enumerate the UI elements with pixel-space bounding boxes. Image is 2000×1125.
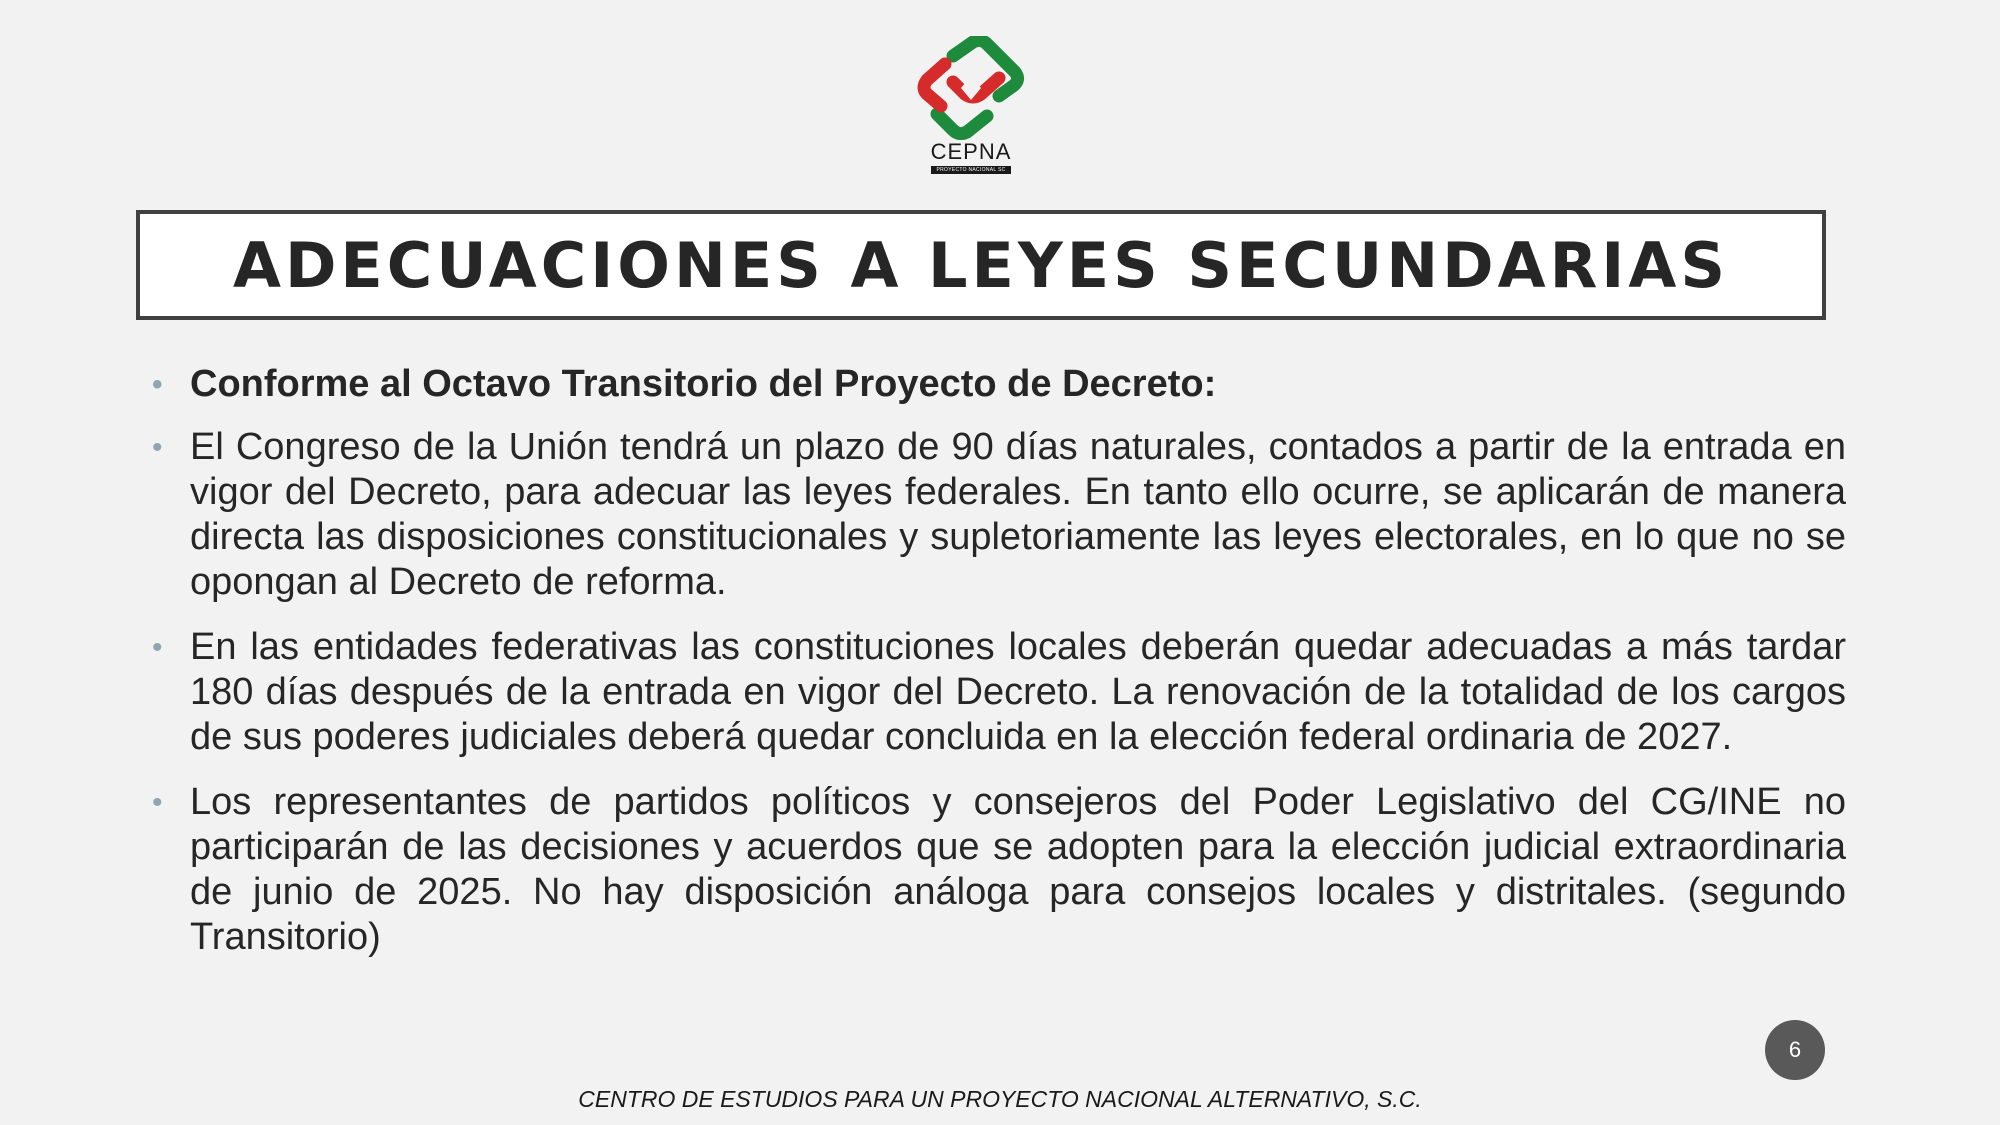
bullet-text: En las entidades federativas las constituciones locales deberán quedar adecuadas a más tardar 180 días después de la entrada en vigor del Decreto. La renovación de la totalidad de los cargos de sus poderes judiciales deberá quedar concluida en la elección federal ordinaria de 2027. bbox=[190, 626, 1846, 758]
bullet-dot-icon: • bbox=[152, 431, 163, 464]
title-box bbox=[136, 210, 1826, 320]
footer-text: CENTRO DE ESTUDIOS PARA UN PROYECTO NACIONAL ALTERNATIVO, S.C. bbox=[578, 1086, 1422, 1112]
slide-title: ADECUACIONES A LEYES SECUNDARIAS bbox=[232, 228, 1730, 302]
logo-subtext: PROYECTO NACIONAL SC bbox=[931, 166, 1011, 174]
bullet-text: Los representantes de partidos políticos y consejeros del Poder Legislativo del CG/INE no participarán de las decisiones y acuerdos que se adopten para la elección judicial extraordinaria de junio de 2025. No hay disposición análoga para consejos locales y distritales. (segundo Transitorio) bbox=[190, 781, 1846, 958]
bullet-text: El Congreso de la Unión tendrá un plazo de 90 días naturales, contados a partir de la entrada en vigor del Decreto, para adecuar las leyes federales. En tanto ello ocurre, se aplicarán de manera directa las disposiciones constitucionales y supletoriamente las leyes electorales, en lo que no se opongan al Decreto de reforma. bbox=[190, 426, 1846, 603]
bullet-dot-icon: • bbox=[152, 786, 163, 819]
bullet-list bbox=[150, 362, 1846, 980]
cepna-logo-mark bbox=[915, 36, 1027, 140]
page-number-badge: 6 bbox=[1765, 1020, 1825, 1080]
bullet-item bbox=[150, 625, 1846, 760]
bullet-item bbox=[150, 780, 1846, 960]
bullet-dot-icon: • bbox=[152, 368, 163, 401]
cepna-logo bbox=[915, 36, 1027, 176]
bullet-item bbox=[150, 425, 1846, 605]
bullet-item bbox=[150, 362, 1846, 407]
bullet-dot-icon: • bbox=[152, 631, 163, 664]
logo-text: CEPNA bbox=[930, 139, 1012, 164]
bullet-text: Conforme al Octavo Transitorio del Proyecto de Decreto: bbox=[190, 363, 1217, 405]
